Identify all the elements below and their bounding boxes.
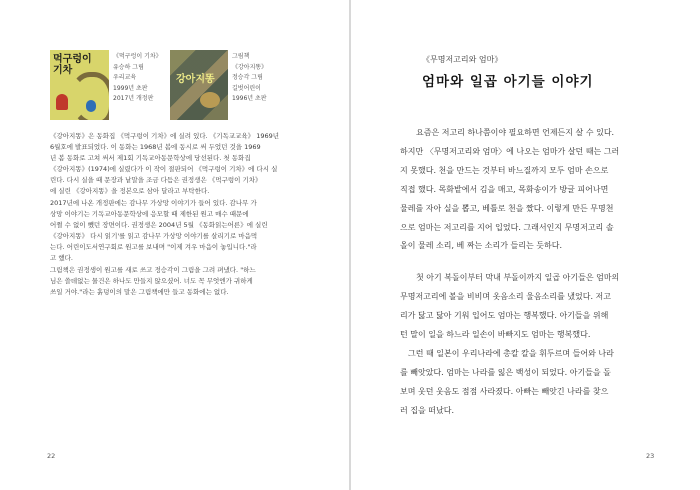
text-line: 보며 웃던 웃음도 점점 사라졌다. 아빠는 빼앗긴 나라를 찾으 [400,386,609,396]
text-line: 물레를 자아 실을 뽑고, 베틀로 천을 짰다. 이렇게 만든 무명천 [400,203,614,213]
left-page [0,0,349,490]
text-line: 직접 했다. 목화밭에서 김을 매고, 목화송이가 방글 피어나면 [400,184,609,194]
text-line: 린다. 다시 실을 때 문장과 낱말을 조금 다듬은 권정생은 《먹구렁이 기차》 [50,175,262,184]
left-body-text [50,131,300,300]
text-line: 년 봄 동화로 고쳐 써서 제1회 기독교아동문학상에 당선된다. 첫 동화집 [50,153,251,162]
cover-title-line: 기차 [53,65,73,76]
page-number: 23 [646,452,655,460]
page-title: 엄마와 일곱 아기들 이야기 [422,74,594,90]
section-label: 《무명저고리와 엄마》 [422,55,503,64]
text-line: 리가 닳고 닳아 기워 입어도 엄마는 행복했다. 아기들을 위해 [400,311,609,321]
text-line: 님은 쓸데없는 물건은 하나도 만들지 않으셨어. 너도 꼭 무엇엔가 귀하게 [50,277,253,286]
text-line: 《강아지똥》 다시 읽기'를 읽고 감나무 가상망 이야기를 살리기로 마음먹 [50,232,258,241]
text-line: 턴 말이 일을 하느라 일손이 바빠지도 엄마는 행복했다. [400,330,591,340]
text-line: 하지만 〈무명저고리와 엄마〉에 나오는 엄마가 살던 때는 그러 [400,146,620,156]
right-page [351,0,700,490]
text-line: 러 집을 떠났다. [400,405,454,415]
paragraph [50,198,300,264]
text-line: 상망 이야기는 기독교아동문학상에 응모할 때 제한된 원고 매수 때문에 [50,210,249,219]
right-body-text [400,124,649,421]
cover-child-illustration [86,100,96,112]
caption-line: 《먹구렁이 기차》 [113,53,162,60]
paragraph [400,124,649,256]
text-line: 고 했다. [50,253,73,262]
text-line: 어쩔 수 없이 뺐던 장면이다. 권정생은 2004년 5월 《동화읽는어른》에 실린 [50,221,268,230]
text-line: 《강아지똥》(1974)에 실렸다가 이 작이 절판되어 《먹구렁이 기차》에 다시 실 [50,164,278,173]
page-number: 22 [47,452,56,460]
caption-line: 《강아지똥》 [232,63,268,71]
text-line: 그런 때 일본이 우리나라에 총칼 칼을 휘두르며 들어와 나라 [408,348,614,358]
paragraph [50,131,300,197]
text-line: 에 실린 《강아지똥》을 정본으로 삼아 달라고 부탁한다. [50,186,210,195]
text-line: 올이 물레 소리, 베 짜는 소리가 들리는 듯하다. [400,241,562,251]
paragraph [50,265,300,298]
caption-line: 1999년 초판 [113,84,148,92]
caption-line: 그림책 [232,53,250,60]
text-line: 첫 아기 복돌이부터 막내 부돌이까지 일곱 아기들은 엄마의 [416,273,620,283]
text-line: 《강아지똥》은 동화집 《먹구렁이 기차》에 실려 있다. 《기독교교육》 1969년 [50,132,280,140]
cover-dog-illustration [200,92,220,108]
caption-line: 정승각 그림 [232,74,263,81]
caption-line: 2017년 개정판 [113,95,154,102]
text-line: 으로 엄마는 저고리를 지어 입었다. 그래서인지 무명저고리 솔 [400,222,614,232]
text-line: 그림책은 권정생이 원고를 새로 쓰고 정승각이 그림을 그려 펴냈다. "하느 [50,266,256,275]
caption-line: 우리교육 [113,74,137,81]
caption-line: 길벗어린이 [232,84,261,92]
cover-road-illustration [70,72,109,120]
cover-image-gangaji-ttong [170,50,228,120]
text-line: 요즘은 저고리 하나쯤이야 필요하면 언제든지 살 수 있다. [416,128,615,137]
text-line: 를 빼앗았다. 엄마는 나라를 잃은 백성이 되었다. 아기들을 돌 [400,367,611,377]
caption-line: 유승하 그림 [113,63,144,71]
text-line: 지 못했다. 천을 만드는 것부터 바느질까지 모두 엄마 손으로 [400,165,609,175]
text-line: 는다. 어린이도서연구회로 원고를 보내며 "이제 겨우 마음이 놓입니다."라 [50,243,257,252]
cover-title [53,54,93,76]
cover-caption [113,52,162,105]
cover-title: 강아지똥 [176,74,215,85]
paragraph-gap [400,256,649,269]
cover-title-line: 먹구렁이 [53,54,92,65]
cover-child-illustration [56,94,68,110]
paragraph [400,269,649,420]
cover-texture [170,50,228,120]
text-line: 무명저고리에 볼을 비비며 옷음소리 울음소리를 냈었다. 저고 [400,292,611,302]
cover-image-muk-gureongi-gicha [50,50,109,120]
caption-line: 1996년 초판 [232,95,267,102]
text-line: 2017년에 나온 개정판에는 감나무 가상망 이야기가 들어 있다. 감나무 가 [50,199,257,208]
cover-caption [232,52,267,105]
text-line: 쓰일 거야."라는 흙덩이의 말은 그림책에만 들고 동화에는 없다. [50,288,229,297]
text-line: 6월호에 발표되었다. 이 동화는 1968년 봄에 동시로 써 두었던 것을 1969 [50,142,261,151]
